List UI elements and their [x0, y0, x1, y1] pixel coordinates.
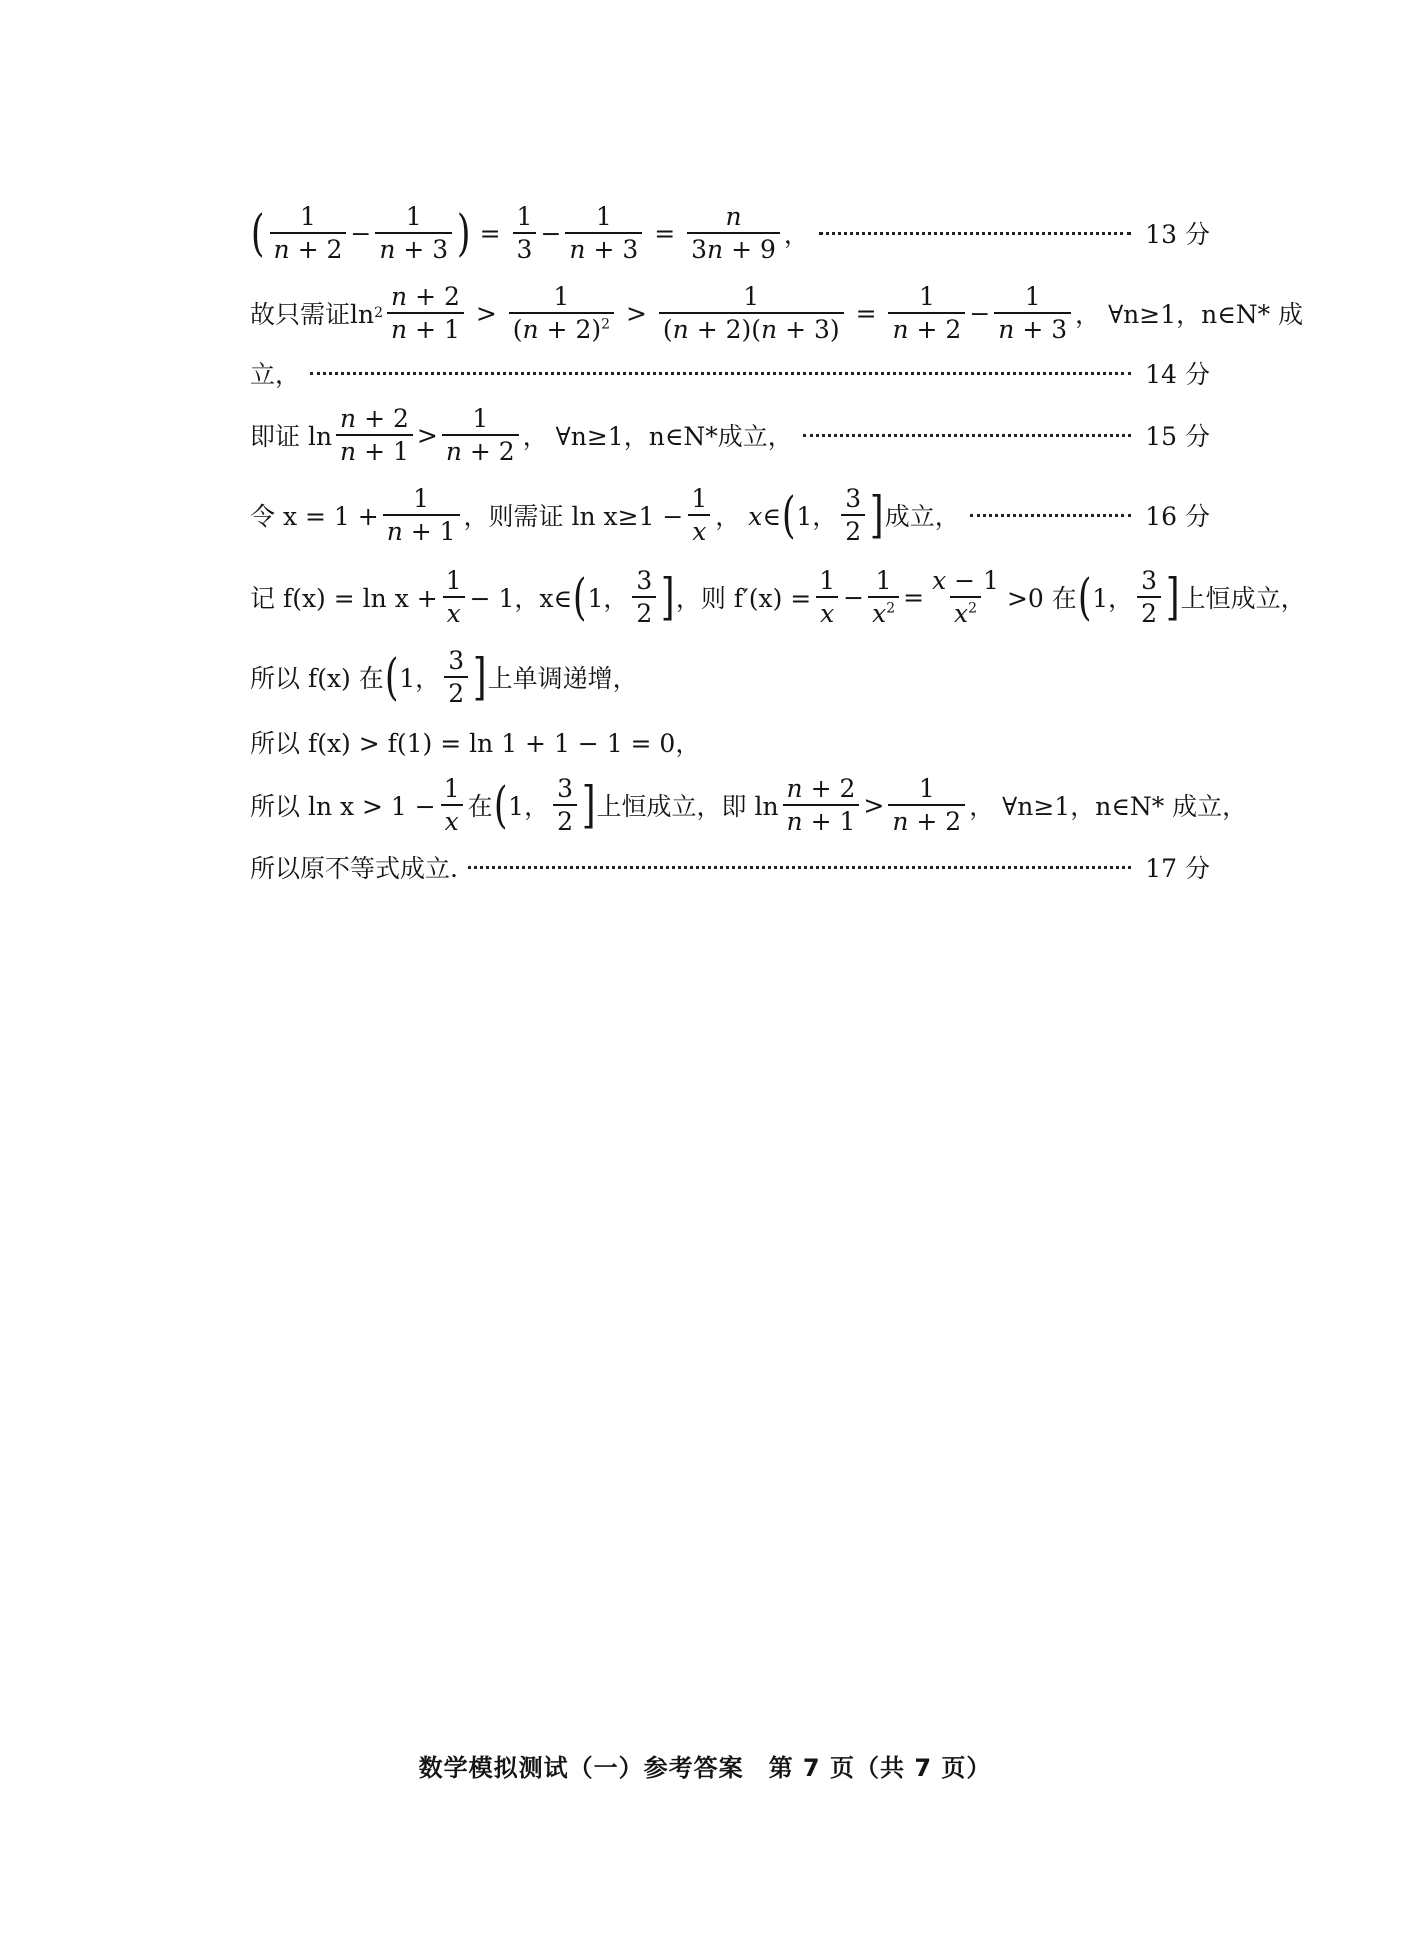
fraction: $\frac{1}{n + 2}$ [270, 204, 347, 262]
fraction: $\frac{1}{n + 3}$ [565, 204, 642, 262]
text: 所以 f(x) 在 [250, 664, 384, 693]
fraction: $\frac{3}{2}$ [1137, 568, 1161, 626]
score-label: 16 分 [1145, 502, 1210, 531]
fraction: $\frac{3}{2}$ [841, 486, 865, 544]
fraction: $\frac{1}{n + 1}$ [383, 486, 460, 544]
fraction: $\frac{x - 1}{x^2}$ [932, 566, 999, 628]
dot-leader [310, 372, 1131, 375]
text: ∀n≥1，n∈N*成立， [555, 422, 793, 451]
text: 令 x = 1 + [250, 502, 379, 531]
fraction: $\frac{1}{x}$ [440, 776, 464, 834]
text: 所以 ln x > 1 − [250, 792, 436, 821]
text: 所以原不等式成立. [250, 854, 458, 883]
fraction: $\frac{1}{x}$ [442, 568, 466, 626]
text: ，则需证 ln x≥1 − [463, 502, 684, 531]
line-17a: 记 f(x) = ln x + $\frac{1}{x}$ − 1，x∈ ( 1， $\frac{3}{2}$ ] ，则 f′(x) = $\frac{1}{x}$ − $\frac{1}{x^2}$ = $\frac{x - 1}{x^2}$ >0 在 ( 1， $\frac{3}{2}$ ] 上恒成立， [250, 566, 1306, 628]
text: ∀n≥1，n∈N* 成立， [1002, 792, 1248, 821]
page-footer: 数学模拟测试（一）参考答案 第 7 页（共 7 页） [418, 1754, 992, 1782]
text: ∀n≥1，n∈N* 成 [1108, 300, 1304, 329]
text: 立， [250, 360, 301, 389]
text: − 1，x∈ [469, 584, 572, 613]
fraction: $\frac{1}{n + 3}$ [994, 284, 1071, 342]
fraction: $\frac{1}{(n + 2)(n + 3)}$ [659, 284, 844, 342]
fraction: $\frac{1}{n + 3}$ [375, 204, 452, 262]
fraction: $\frac{3}{2}$ [553, 776, 577, 834]
fraction: $\frac{1}{n + 2}$ [442, 406, 519, 464]
line-17e [250, 832, 1210, 902]
line-17d: 所以 ln x > 1 − $\frac{1}{x}$ 在 ( 1， $\frac{3}{2}$ ] 上恒成立，即 ln $\frac{n + 2}{n + 1}$ > $\frac{1}{n + 2}$ ， ∀n≥1，n∈N* 成立， [250, 774, 1248, 836]
score-label: 15 分 [1145, 422, 1210, 451]
line-17b: 所以 f(x) 在 ( 1， $\frac{3}{2}$ ] 上单调递增， [250, 646, 638, 708]
fraction: $\frac{1}{n + 2}$ [888, 776, 965, 834]
line-15: 即证 ln $\frac{n + 2}{n + 1}$ > $\frac{1}{n + 2}$ ， ∀n≥1，n∈N*成立， 15 分 [250, 404, 1210, 466]
fraction: $\frac{n + 2}{n + 1}$ [783, 776, 860, 834]
dot-leader [468, 866, 1131, 869]
text: 在 [467, 792, 493, 821]
text: 上单调递增， [487, 664, 638, 693]
text: 成立， [884, 502, 960, 531]
line-13: ( $\frac{1}{n + 2}$ − $\frac{1}{n + 3}$ ) = $\frac{1}{3}$ − $\frac{1}{n + 3}$ = $\frac{n}{3n + 9}$ ， 13 分 [250, 202, 1210, 264]
fraction: $\frac{n + 2}{n + 1}$ [336, 406, 413, 464]
fraction: $\frac{3}{2}$ [444, 648, 468, 706]
dot-leader [970, 514, 1132, 517]
fraction: $\frac{1}{3}$ [513, 204, 537, 262]
line-14a: 故只需证ln 2 $\frac{n + 2}{n + 1}$ > $\frac{1}{(n + 2)^2}$ > $\frac{1}{(n + 2)(n + 3)}$ = $\frac{1}{n + 2}$ − $\frac{1}{n + 3}$ ， ∀n≥1，n∈N* 成 [250, 282, 1304, 344]
text: 上恒成立， [1180, 584, 1306, 613]
text: 记 f(x) = ln x + [250, 584, 438, 613]
fraction: $\frac{1}{(n + 2)^2}$ [509, 284, 614, 342]
text: 所以 f(x) > f(1) = ln 1 + 1 − 1 = 0， [250, 729, 701, 758]
fraction: $\frac{n + 2}{n + 1}$ [387, 284, 464, 342]
score-label: 14 分 [1145, 360, 1210, 389]
score-label: 13 分 [1145, 220, 1210, 249]
dot-leader [803, 434, 1132, 437]
dot-leader [819, 232, 1131, 235]
text: 即证 ln [250, 422, 333, 451]
text: ，则 f′(x) = [675, 584, 812, 613]
fraction: $\frac{1}{x}$ [815, 568, 839, 626]
fraction: $\frac{n}{3n + 9}$ [687, 204, 780, 262]
line-14b [250, 338, 1210, 408]
score-label: 17 分 [1145, 854, 1210, 883]
line-16: 令 x = 1 + $\frac{1}{n + 1}$ ，则需证 ln x≥1 − $\frac{1}{x}$ ， x∈ ( 1， $\frac{3}{2}$ ] 成立， 16 分 [250, 484, 1210, 546]
fraction: $\frac{1}{n + 2}$ [888, 284, 965, 342]
text: 上恒成立，即 ln [596, 792, 779, 821]
fraction: $\frac{1}{x}$ [687, 486, 711, 544]
fraction: $\frac{3}{2}$ [632, 568, 656, 626]
fraction: $\frac{1}{x^2}$ [868, 568, 899, 626]
text: 故只需证ln [250, 300, 375, 329]
line-17c [250, 707, 1210, 777]
